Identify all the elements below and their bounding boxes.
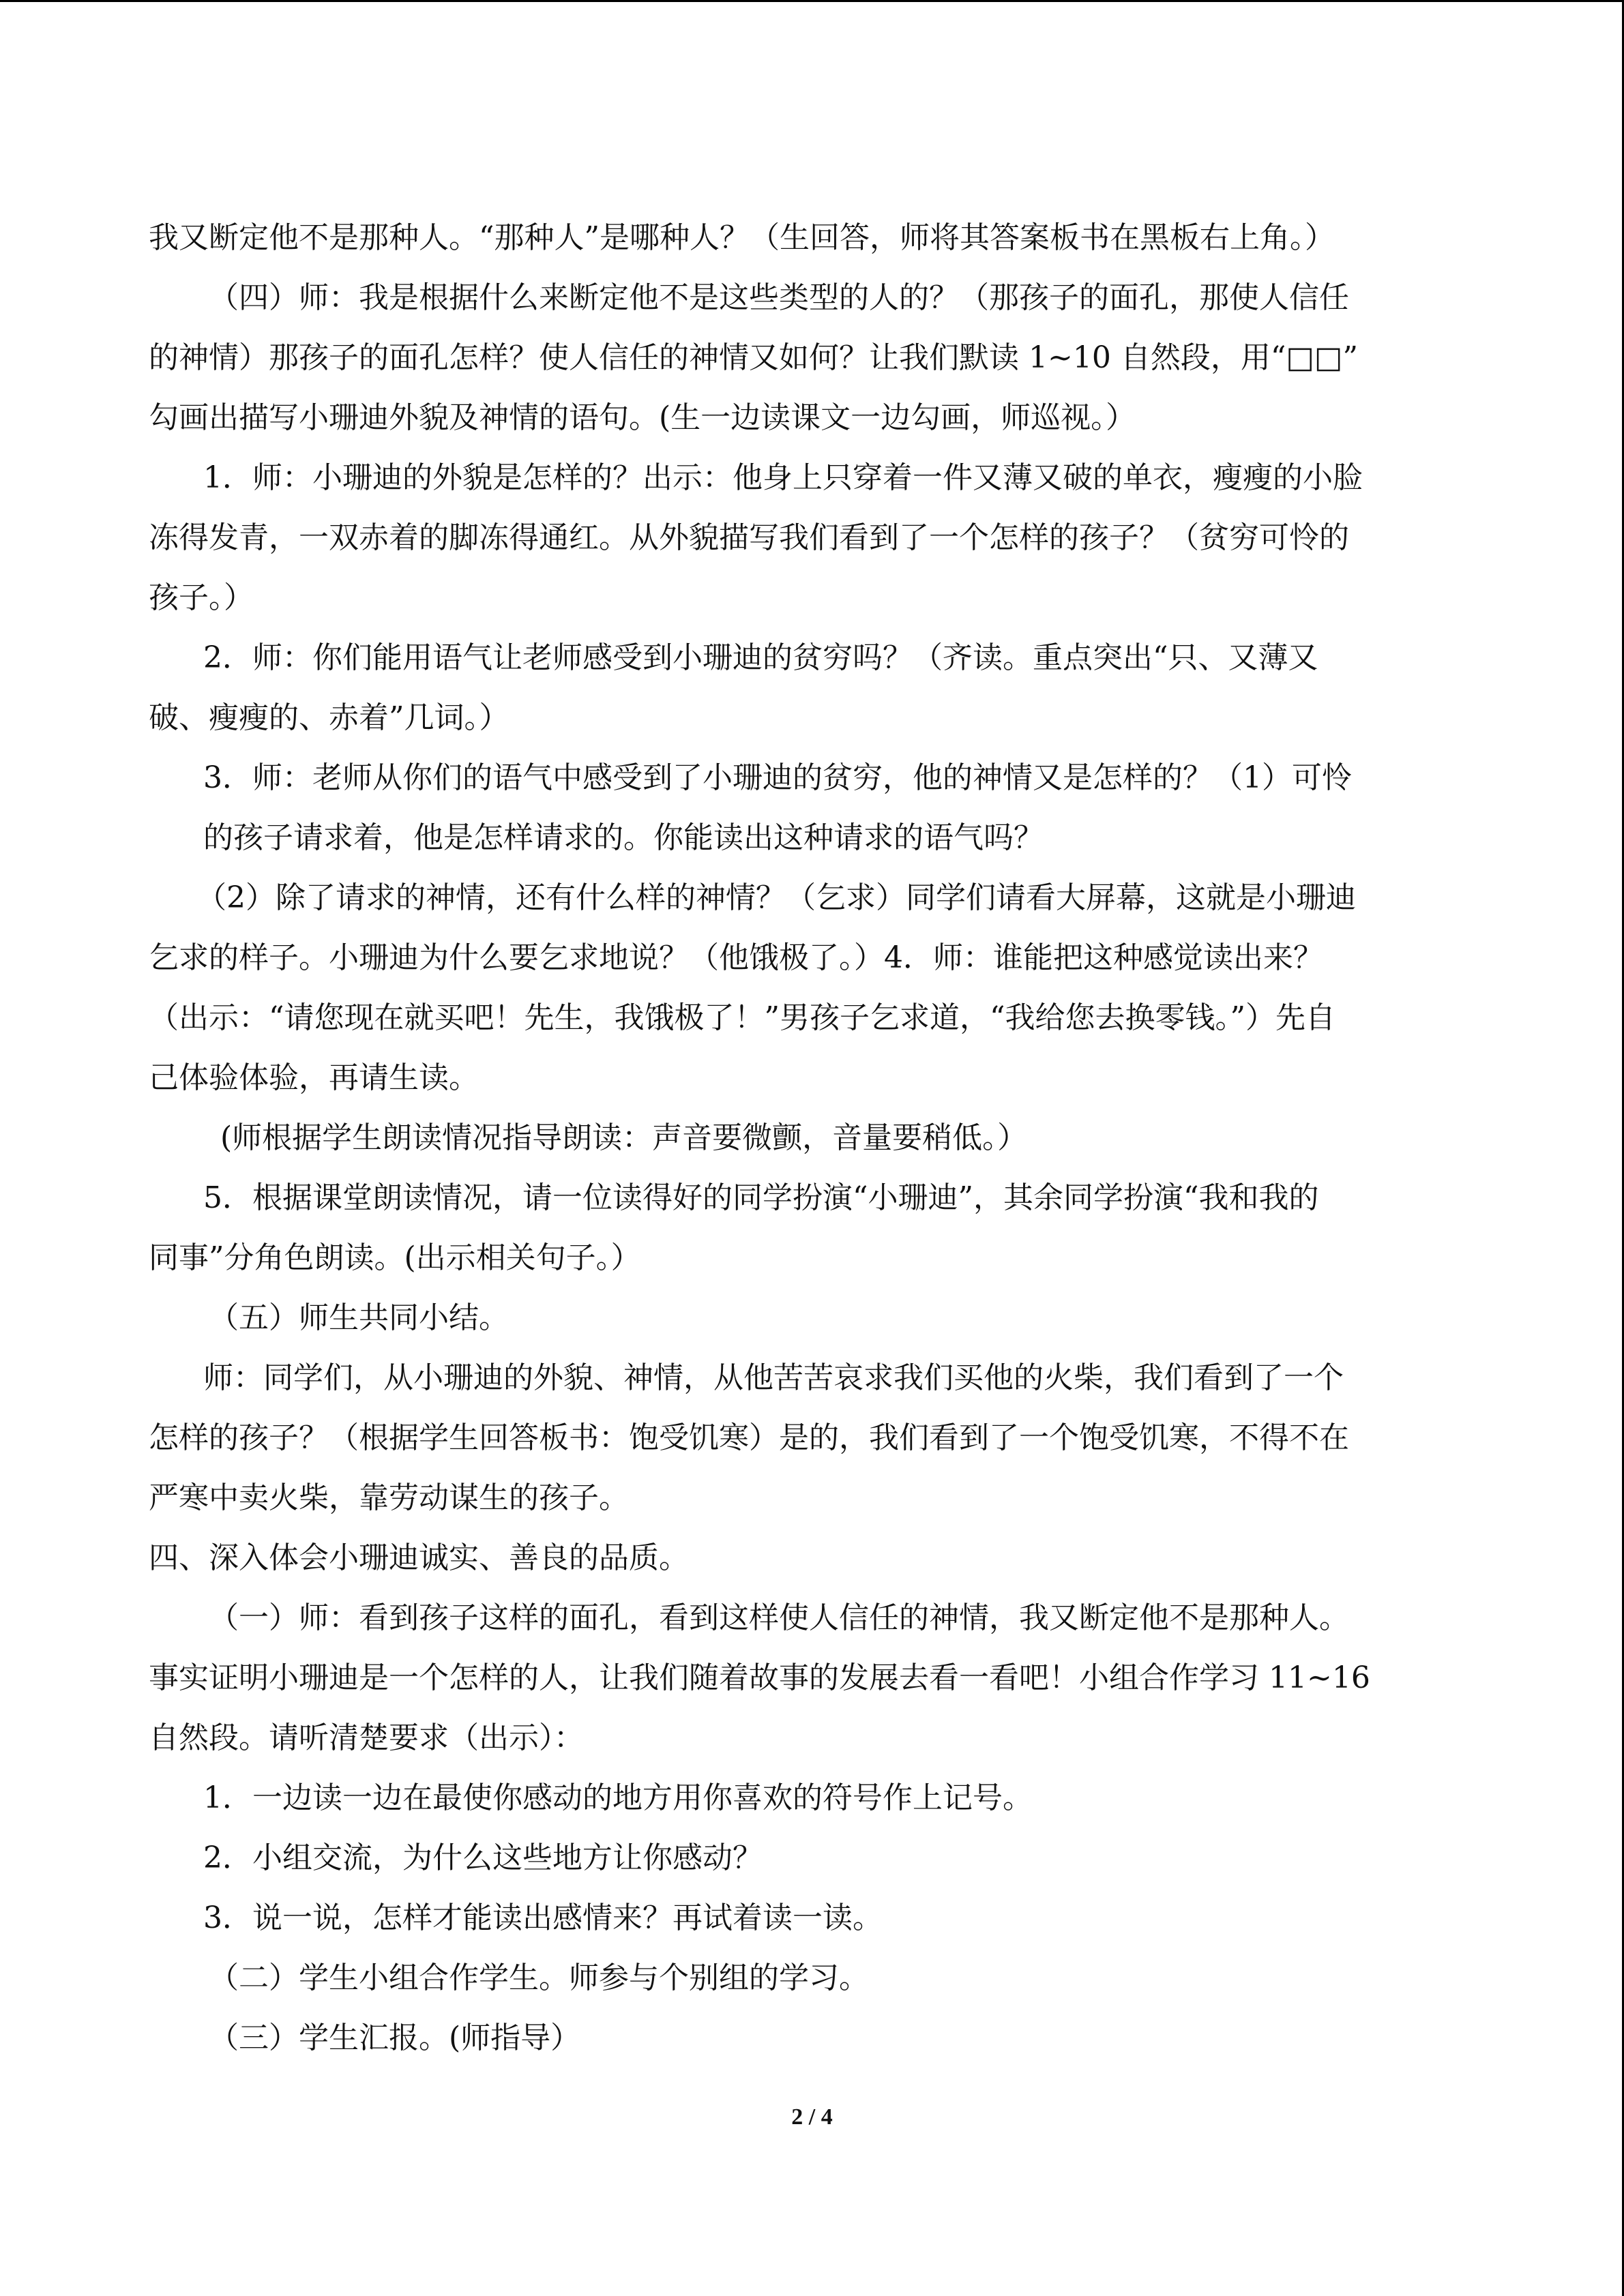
text-line: 1．一边读一边在最使你感动的地方用你喜欢的符号作上记号。 [203, 1780, 1033, 1815]
text-line: 5．根据课堂朗读情况，请一位读得好的同学扮演“小珊迪”，其余同学扮演“我和我的 [203, 1180, 1319, 1215]
text-line: (师根据学生朗读情况指导朗读：声音要微颤，音量要稍低。） [220, 1120, 1028, 1155]
text-line: 孩子。） [149, 580, 254, 615]
text-line: 同事”分角色朗读。(出示相关句子。） [149, 1240, 641, 1275]
text-line: 师：同学们，从小珊迪的外貌、神情，从他苦苦哀求我们买他的火柴，我们看到了一个 [203, 1360, 1344, 1395]
text-line: 事实证明小珊迪是一个怎样的人，让我们随着故事的发展去看一看吧！小组合作学习 11~16 [149, 1660, 1370, 1695]
top-border-line [0, 0, 1624, 2]
text-line: 的孩子请求着，他是怎样请求的。你能读出这种请求的语气吗？ [203, 820, 1044, 855]
text-line: （五）师生共同小结。 [209, 1300, 509, 1335]
text-line: 自然段。请听清楚要求（出示）： [149, 1720, 584, 1755]
text-line: （一）师：看到孩子这样的面孔，看到这样使人信任的神情，我又断定他不是那种人。 [209, 1600, 1349, 1635]
text-line: 怎样的孩子？（根据学生回答板书：饱受饥寒）是的，我们看到了一个饱受饥寒，不得不在 [149, 1420, 1349, 1455]
text-line: 我又断定他不是那种人。“那种人”是哪种人？（生回答，师将其答案板书在黑板右上角。） [149, 220, 1335, 255]
text-line: 的神情）那孩子的面孔怎样？使人信任的神情又如何？让我们默读 1~10 自然段，用“□□” [149, 340, 1358, 375]
text-line: 破、瘦瘦的、赤着”几词。） [149, 700, 510, 735]
text-line: 己体验体验，再请生读。 [149, 1060, 479, 1095]
text-line: 勾画出描写小珊迪外貌及神情的语句。(生一边读课文一边勾画，师巡视。） [149, 400, 1136, 435]
text-line: 冻得发青，一双赤着的脚冻得通红。从外貌描写我们看到了一个怎样的孩子？（贫穷可怜的 [149, 520, 1349, 555]
text-line: 3．说一说，怎样才能读出感情来？再试着读一读。 [203, 1900, 883, 1935]
text-line: 乞求的样子。小珊迪为什么要乞求地说？（他饿极了。）4．师：谁能把这种感觉读出来？ [149, 940, 1323, 975]
text-line: （四）师：我是根据什么来断定他不是这些类型的人的？（那孩子的面孔，那使人信任 [209, 280, 1349, 315]
document-body [149, 208, 1475, 2068]
text-line: 2．小组交流，为什么这些地方让你感动？ [203, 1840, 763, 1875]
text-line: 严寒中卖火柴，靠劳动谋生的孩子。 [149, 1480, 629, 1515]
text-line: （二）学生小组合作学生。师参与个别组的学习。 [209, 1960, 869, 1995]
text-line: 3．师：老师从你们的语气中感受到了小珊迪的贫穷，他的神情又是怎样的？（1）可怜 [203, 760, 1352, 795]
text-line: 1．师：小珊迪的外貌是怎样的？出示：他身上只穿着一件又薄又破的单衣，瘦瘦的小脸 [203, 460, 1363, 495]
text-line: 2．师：你们能用语气让老师感受到小珊迪的贫穷吗？（齐读。重点突出“只、又薄又 [203, 640, 1318, 675]
text-line: （2）除了请求的神情，还有什么样的神情？（乞求）同学们请看大屏幕，这就是小珊迪 [196, 880, 1356, 915]
text-line: （出示：“请您现在就买吧！先生，我饿极了！”男孩子乞求道，“我给您去换零钱。”）先自 [149, 1000, 1335, 1035]
page-number: 2 / 4 [791, 2104, 833, 2130]
section-heading: 四、深入体会小珊迪诚实、善良的品质。 [149, 1540, 689, 1575]
text-line: （三）学生汇报。(师指导） [209, 2021, 581, 2055]
